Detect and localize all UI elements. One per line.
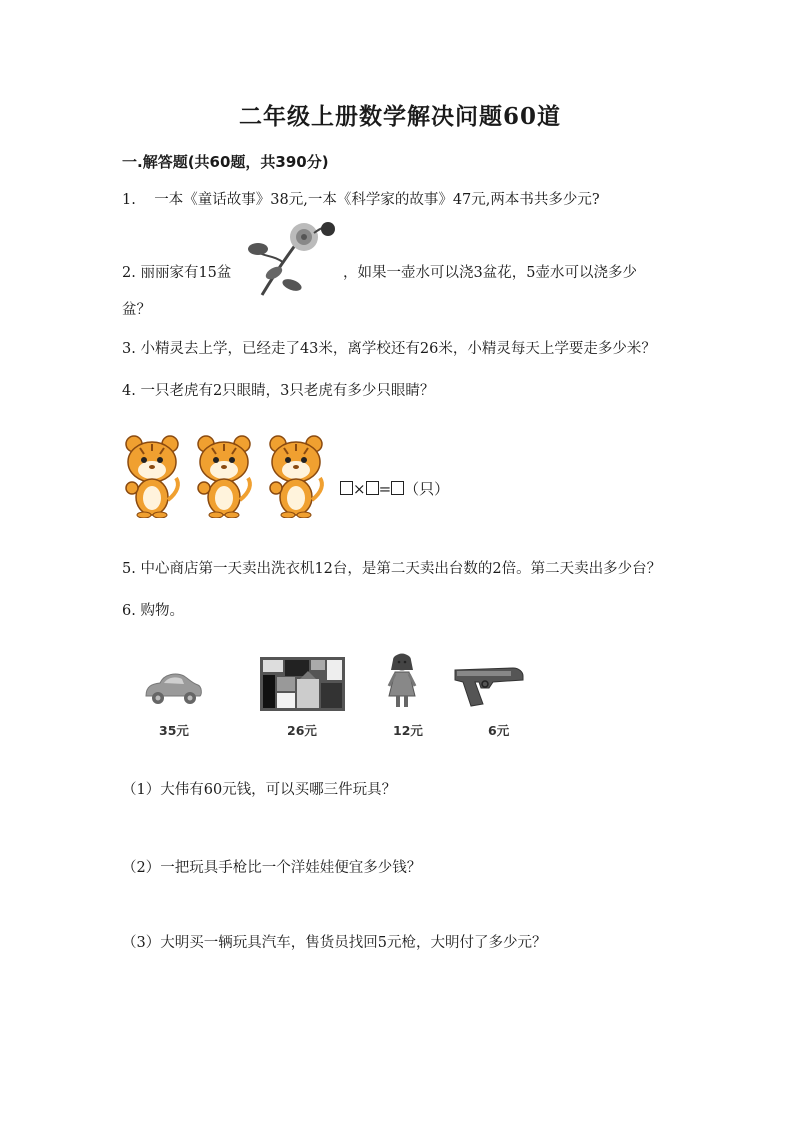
question-3: 3. 小精灵去上学，已经走了43米，离学校还有26米，小精灵每天上学要走多少米？: [122, 341, 656, 357]
question-2-start: 2. 丽丽家有15盆: [122, 265, 232, 281]
question-4: 4. 一只老虎有2只眼睛，3只老虎有多少只眼睛？: [122, 383, 435, 399]
flower-icon: [244, 215, 339, 300]
answer-box: [340, 481, 353, 495]
blocks-icon: [260, 657, 345, 711]
answer-box: [366, 481, 379, 495]
question-1: 1. 一本《童话故事》38元,一本《科学家的故事》47元,两本书共多少元?: [122, 192, 600, 208]
answer-box: [391, 481, 404, 495]
tiger-group: [120, 432, 335, 518]
toy-gun-icon: [453, 662, 525, 708]
tiger-icon: [270, 436, 322, 518]
toy-car-icon: [142, 668, 204, 708]
question-5: 5. 中心商店第一天卖出洗衣机12台，是第二天卖出台数的2倍。第二天卖出多少台？: [122, 561, 662, 577]
price-label: 26元: [287, 723, 317, 738]
formula-unit: （只）: [404, 480, 450, 498]
page-title: 二年级上册数学解决问题60道: [238, 103, 561, 130]
section-heading: 一.解答题(共60题，共390分): [122, 153, 329, 171]
question-6-sub-3: （3）大明买一辆玩具汽车，售货员找回5元枪，大明付了多少元？: [122, 935, 547, 951]
question-6-sub-1: （1）大伟有60元钱，可以买哪三件玩具？: [122, 782, 397, 798]
doll-icon: [385, 652, 419, 710]
question-6-sub-2: （2）一把玩具手枪比一个洋娃娃便宜多少钱？: [122, 860, 422, 876]
price-label: 35元: [159, 723, 189, 738]
tiger-icon: [198, 436, 250, 518]
question-2-end: ，如果一壶水可以浇3盆花，5壶水可以浇多少: [343, 265, 637, 281]
question-2-cont: 盆？: [122, 302, 151, 318]
price-label: 12元: [393, 723, 423, 738]
price-label: 6元: [488, 723, 510, 738]
question-6: 6. 购物。: [122, 603, 184, 619]
tiger-formula: × = （只）: [340, 478, 449, 499]
tiger-icon: [126, 436, 178, 518]
